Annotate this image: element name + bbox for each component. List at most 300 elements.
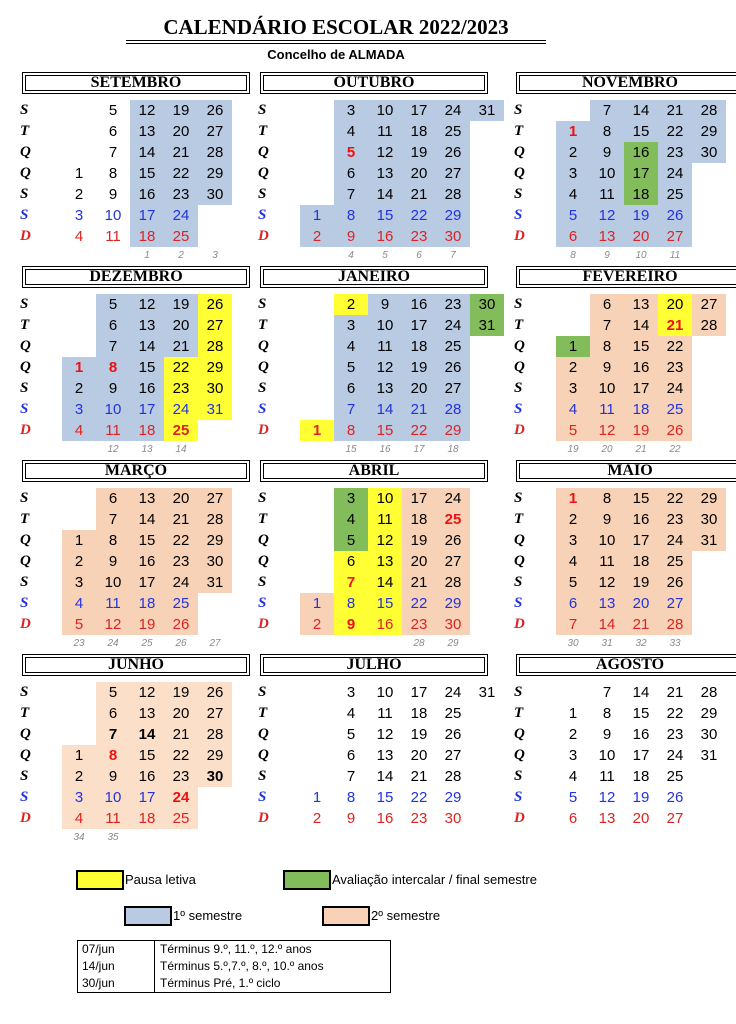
day-cell: 6 [590, 294, 624, 315]
day-cell: 6 [334, 163, 368, 184]
day-cell: 29 [198, 530, 232, 551]
day-cell: 15 [376, 789, 394, 806]
weekday-letter: Q [258, 338, 269, 354]
day-cell: 18 [624, 184, 658, 205]
day-cell: 23 [436, 294, 470, 315]
day-cell: 9 [346, 810, 356, 827]
day-cell: 17 [402, 100, 436, 121]
day-cell: 13 [130, 703, 164, 724]
weekday-letter: S [20, 768, 29, 784]
day-cell: 17 [624, 378, 658, 399]
day-cell: 31 [692, 530, 726, 551]
weekday-letter: D [258, 810, 269, 826]
end-date: 14/jun [82, 959, 115, 973]
day-cell: 23 [164, 766, 198, 787]
day-cell: 26 [444, 726, 462, 743]
day-cell: 31 [700, 747, 718, 764]
day-cell: 17 [624, 163, 658, 184]
day-cell: 13 [368, 551, 402, 572]
day-cell: 28 [700, 684, 718, 701]
weekday-letter: T [258, 317, 268, 333]
day-cell: 7 [556, 614, 590, 635]
day-cell: 30 [692, 142, 726, 163]
day-cell: 11 [590, 184, 624, 205]
week-number: 32 [635, 638, 647, 649]
weekday-letter: D [20, 616, 31, 632]
day-cell: 24 [436, 100, 470, 121]
day-cell: 19 [402, 357, 436, 378]
day-cell: 1 [74, 165, 84, 182]
day-cell: 29 [198, 745, 232, 766]
week-number: 33 [669, 638, 681, 649]
day-cell: 5 [334, 530, 368, 551]
weekday-letter: D [514, 616, 525, 632]
weekday-letter: S [258, 380, 267, 396]
day-cell: 1 [556, 488, 590, 509]
day-cell: 4 [62, 593, 96, 614]
day-cell: 17 [130, 787, 164, 808]
month-janeiro [258, 266, 496, 455]
day-cell: 4 [62, 808, 96, 829]
day-cell: 22 [658, 488, 692, 509]
day-cell: 27 [666, 810, 684, 827]
weekday-letter: Q [514, 553, 525, 569]
calendar-subtitle: Concelho de ALMADA [267, 47, 405, 62]
day-cell: 30 [198, 551, 232, 572]
day-cell: 31 [478, 684, 496, 701]
weekday-letter: Q [514, 726, 525, 742]
day-cell: 8 [590, 336, 624, 357]
day-cell: 2 [556, 142, 590, 163]
day-cell: 8 [334, 593, 368, 614]
day-cell: 2 [556, 357, 590, 378]
weekday-letter: Q [20, 726, 31, 742]
day-cell: 14 [130, 724, 164, 745]
day-cell: 12 [598, 789, 616, 806]
month-fevereiro [514, 266, 736, 455]
day-cell: 12 [376, 726, 394, 743]
day-cell: 13 [130, 315, 164, 336]
day-cell: 25 [658, 551, 692, 572]
weekday-letter: D [258, 422, 269, 438]
day-cell: 25 [658, 184, 692, 205]
weekday-letter: D [514, 228, 525, 244]
day-cell: 7 [346, 768, 356, 785]
day-cell: 10 [590, 163, 624, 184]
legend-swatch [322, 906, 370, 926]
day-cell: 4 [556, 184, 590, 205]
day-cell: 5 [568, 789, 578, 806]
weekday-letter: S [20, 490, 29, 506]
weekday-letter: S [514, 380, 523, 396]
day-cell: 6 [334, 378, 368, 399]
weekday-letter: S [514, 296, 523, 312]
month-setembro [20, 72, 252, 261]
month-header: SETEMBRO [22, 72, 250, 94]
day-cell: 27 [658, 593, 692, 614]
day-cell: 21 [164, 142, 198, 163]
day-cell: 18 [632, 768, 650, 785]
day-cell: 12 [368, 142, 402, 163]
week-number: 9 [604, 250, 610, 261]
end-date-row [78, 958, 390, 975]
day-cell: 23 [164, 551, 198, 572]
day-cell: 6 [334, 551, 368, 572]
weekday-letter: T [514, 123, 524, 139]
weekday-letter: S [514, 574, 523, 590]
day-cell: 12 [590, 205, 624, 226]
day-cell: 12 [130, 294, 164, 315]
week-number: 24 [107, 638, 119, 649]
day-cell: 31 [198, 399, 232, 420]
weekday-letter: S [514, 207, 523, 223]
day-cell: 8 [590, 121, 624, 142]
day-cell: 28 [198, 336, 232, 357]
day-cell: 23 [164, 378, 198, 399]
day-cell: 5 [108, 102, 118, 119]
day-cell: 20 [402, 551, 436, 572]
day-cell: 10 [590, 378, 624, 399]
day-cell: 2 [62, 551, 96, 572]
day-cell: 21 [658, 100, 692, 121]
day-cell: 2 [74, 186, 84, 203]
month-header: AGOSTO [516, 654, 736, 676]
day-cell: 7 [108, 144, 118, 161]
day-cell: 25 [436, 509, 470, 530]
day-cell: 3 [334, 315, 368, 336]
day-cell: 16 [624, 509, 658, 530]
day-cell: 16 [130, 184, 164, 205]
day-cell: 11 [368, 509, 402, 530]
day-cell: 11 [377, 705, 393, 722]
day-cell: 21 [164, 509, 198, 530]
day-cell: 9 [368, 294, 402, 315]
day-cell: 16 [632, 726, 650, 743]
day-cell: 27 [692, 294, 726, 315]
day-cell: 15 [368, 593, 402, 614]
day-cell: 13 [598, 810, 616, 827]
month-maio [514, 460, 736, 649]
day-cell: 13 [130, 488, 164, 509]
calendar-title: CALENDÁRIO ESCOLAR 2022/2023 [163, 15, 509, 39]
day-cell: 22 [658, 336, 692, 357]
weekday-letter: D [20, 810, 31, 826]
day-cell: 28 [198, 509, 232, 530]
day-cell: 30 [436, 614, 470, 635]
day-cell: 30 [692, 509, 726, 530]
day-cell: 6 [96, 315, 130, 336]
day-cell: 14 [624, 100, 658, 121]
week-number: 17 [413, 444, 425, 455]
day-cell: 10 [376, 684, 394, 701]
day-cell: 11 [368, 121, 402, 142]
day-cell: 19 [130, 614, 164, 635]
day-cell: 18 [402, 121, 436, 142]
weekday-letter: Q [20, 165, 31, 181]
day-cell: 31 [198, 572, 232, 593]
week-number: 22 [669, 444, 681, 455]
weekday-letter: T [258, 511, 268, 527]
day-cell: 20 [658, 294, 692, 315]
day-cell: 2 [556, 509, 590, 530]
weekday-letter: Q [258, 144, 269, 160]
day-cell: 22 [164, 163, 198, 184]
week-number: 34 [73, 832, 85, 843]
day-cell: 1 [312, 789, 322, 806]
day-cell: 20 [410, 747, 428, 764]
day-cell: 26 [658, 420, 692, 441]
month-header: MAIO [516, 460, 736, 482]
week-number: 8 [570, 250, 576, 261]
week-number: 16 [379, 444, 391, 455]
day-cell: 12 [590, 572, 624, 593]
day-cell: 29 [198, 357, 232, 378]
day-cell: 14 [624, 315, 658, 336]
day-cell: 27 [658, 226, 692, 247]
day-cell: 23 [402, 614, 436, 635]
day-cell: 8 [346, 789, 356, 806]
day-cell: 15 [624, 488, 658, 509]
day-cell: 12 [130, 100, 164, 121]
day-cell: 1 [556, 121, 590, 142]
weekday-letter: S [20, 789, 29, 805]
week-number: 15 [345, 444, 357, 455]
day-cell: 26 [164, 614, 198, 635]
day-cell: 10 [96, 399, 130, 420]
day-cell: 11 [590, 399, 624, 420]
day-cell: 20 [164, 703, 198, 724]
day-cell: 30 [198, 184, 232, 205]
week-number: 35 [107, 832, 119, 843]
day-cell: 14 [368, 399, 402, 420]
day-cell: 21 [164, 336, 198, 357]
day-cell: 6 [108, 123, 118, 140]
day-cell: 7 [590, 315, 624, 336]
weekday-letter: D [514, 422, 525, 438]
weekday-letter: D [258, 228, 269, 244]
legend-label: 1º semestre [173, 908, 243, 923]
day-cell: 15 [368, 420, 402, 441]
day-cell: 2 [312, 810, 322, 827]
day-cell: 21 [402, 572, 436, 593]
day-cell: 25 [436, 336, 470, 357]
week-number: 21 [635, 444, 647, 455]
day-cell: 7 [334, 572, 368, 593]
week-number: 18 [447, 444, 459, 455]
day-cell: 13 [376, 747, 394, 764]
day-cell: 24 [436, 315, 470, 336]
day-cell: 24 [164, 572, 198, 593]
day-cell: 8 [96, 357, 130, 378]
day-cell: 4 [74, 228, 84, 245]
day-cell: 26 [666, 789, 684, 806]
day-cell: 12 [368, 530, 402, 551]
day-cell: 30 [198, 766, 232, 787]
day-cell: 15 [632, 705, 650, 722]
day-cell: 14 [590, 614, 624, 635]
day-cell: 2 [62, 378, 96, 399]
day-cell: 1 [556, 336, 590, 357]
day-cell: 26 [658, 205, 692, 226]
week-number: 5 [382, 250, 388, 261]
day-cell: 24 [164, 205, 198, 226]
day-cell: 20 [164, 488, 198, 509]
week-number: 14 [175, 444, 187, 455]
day-cell: 29 [700, 705, 718, 722]
day-cell: 23 [658, 142, 692, 163]
weekday-letter: S [258, 296, 267, 312]
day-cell: 31 [470, 100, 504, 121]
day-cell: 23 [402, 226, 436, 247]
day-cell: 11 [368, 336, 402, 357]
day-cell: 18 [624, 551, 658, 572]
day-cell: 17 [624, 530, 658, 551]
month-outubro [258, 72, 496, 261]
weekday-letter: S [258, 789, 267, 805]
weekday-letter: S [20, 102, 29, 118]
day-cell: 16 [368, 614, 402, 635]
week-number: 23 [73, 638, 85, 649]
day-cell: 28 [436, 184, 470, 205]
weekday-letter: Q [20, 359, 31, 375]
day-cell: 30 [444, 810, 462, 827]
weekday-letter: T [20, 317, 30, 333]
day-cell: 11 [96, 593, 130, 614]
weekday-letter: S [20, 574, 29, 590]
day-cell: 29 [198, 163, 232, 184]
week-number: 31 [601, 638, 613, 649]
day-cell: 28 [198, 142, 232, 163]
month-header: OUTUBRO [260, 72, 488, 94]
day-cell: 22 [666, 705, 684, 722]
day-cell: 21 [402, 399, 436, 420]
column-divider [154, 958, 155, 975]
day-cell: 3 [62, 787, 96, 808]
day-cell: 19 [410, 726, 428, 743]
day-cell: 19 [164, 294, 198, 315]
day-cell: 16 [402, 294, 436, 315]
month-novembro [514, 72, 736, 261]
day-cell: 1 [568, 705, 578, 722]
day-cell: 27 [444, 747, 462, 764]
day-cell: 29 [692, 121, 726, 142]
day-cell: 5 [556, 572, 590, 593]
weekday-letter: D [514, 810, 525, 826]
day-cell: 26 [436, 530, 470, 551]
day-cell: 19 [164, 682, 198, 703]
day-cell: 9 [590, 509, 624, 530]
weekday-letter: T [258, 705, 268, 721]
day-cell: 11 [599, 768, 615, 785]
day-cell: 27 [436, 163, 470, 184]
weekday-letter: D [20, 422, 31, 438]
legend-swatch [124, 906, 172, 926]
day-cell: 19 [402, 530, 436, 551]
day-cell: 24 [666, 747, 684, 764]
day-cell: 20 [632, 810, 650, 827]
day-cell: 4 [334, 121, 368, 142]
week-number: 20 [601, 444, 613, 455]
day-cell: 13 [590, 226, 624, 247]
weekday-letter: T [20, 511, 30, 527]
weekday-letter: S [514, 595, 523, 611]
weekday-letter: S [20, 401, 29, 417]
day-cell: 3 [556, 530, 590, 551]
day-cell: 26 [198, 294, 232, 315]
weekday-letter: D [258, 616, 269, 632]
day-cell: 3 [556, 378, 590, 399]
day-cell: 28 [436, 572, 470, 593]
day-cell: 18 [402, 336, 436, 357]
day-cell: 5 [346, 726, 356, 743]
weekday-letter: S [258, 574, 267, 590]
day-cell: 10 [368, 100, 402, 121]
day-cell: 16 [624, 357, 658, 378]
week-number: 30 [567, 638, 579, 649]
day-cell: 16 [130, 766, 164, 787]
day-cell: 16 [376, 810, 394, 827]
day-cell: 1 [62, 745, 96, 766]
day-cell: 2 [568, 726, 578, 743]
day-cell: 5 [62, 614, 96, 635]
day-cell: 8 [602, 705, 612, 722]
day-cell: 9 [96, 551, 130, 572]
day-cell: 4 [346, 705, 356, 722]
day-cell: 29 [436, 420, 470, 441]
day-cell: 31 [470, 315, 504, 336]
day-cell: 25 [164, 420, 198, 441]
day-cell: 23 [658, 357, 692, 378]
month-header: ABRIL [260, 460, 488, 482]
day-cell: 22 [402, 593, 436, 614]
day-cell: 5 [556, 420, 590, 441]
column-divider [154, 941, 155, 958]
weekday-letter: S [20, 595, 29, 611]
weekday-letter: S [258, 401, 267, 417]
day-cell: 13 [590, 593, 624, 614]
title-rule [126, 40, 546, 41]
end-description: Términus 5.º,7.º, 8.º, 10.º anos [160, 959, 324, 973]
day-cell: 4 [334, 336, 368, 357]
day-cell: 2 [300, 226, 334, 247]
day-cell: 23 [410, 810, 428, 827]
day-cell: 14 [632, 684, 650, 701]
day-cell: 11 [590, 551, 624, 572]
day-cell: 11 [96, 808, 130, 829]
day-cell: 9 [602, 726, 612, 743]
weekday-letter: T [514, 317, 524, 333]
day-cell: 7 [334, 399, 368, 420]
day-cell: 29 [444, 789, 462, 806]
day-cell: 6 [556, 593, 590, 614]
end-dates-table [77, 940, 391, 993]
week-number: 12 [107, 444, 119, 455]
weekday-letter: Q [258, 165, 269, 181]
week-number: 19 [567, 444, 579, 455]
day-cell: 14 [130, 142, 164, 163]
weekday-letter: Q [514, 144, 525, 160]
day-cell: 19 [624, 572, 658, 593]
day-cell: 14 [130, 509, 164, 530]
day-cell: 5 [96, 294, 130, 315]
day-cell: 25 [666, 768, 684, 785]
day-cell: 15 [624, 336, 658, 357]
day-cell: 6 [96, 488, 130, 509]
weekday-letter: T [20, 705, 30, 721]
day-cell: 23 [658, 509, 692, 530]
day-cell: 4 [556, 551, 590, 572]
day-cell: 23 [164, 184, 198, 205]
